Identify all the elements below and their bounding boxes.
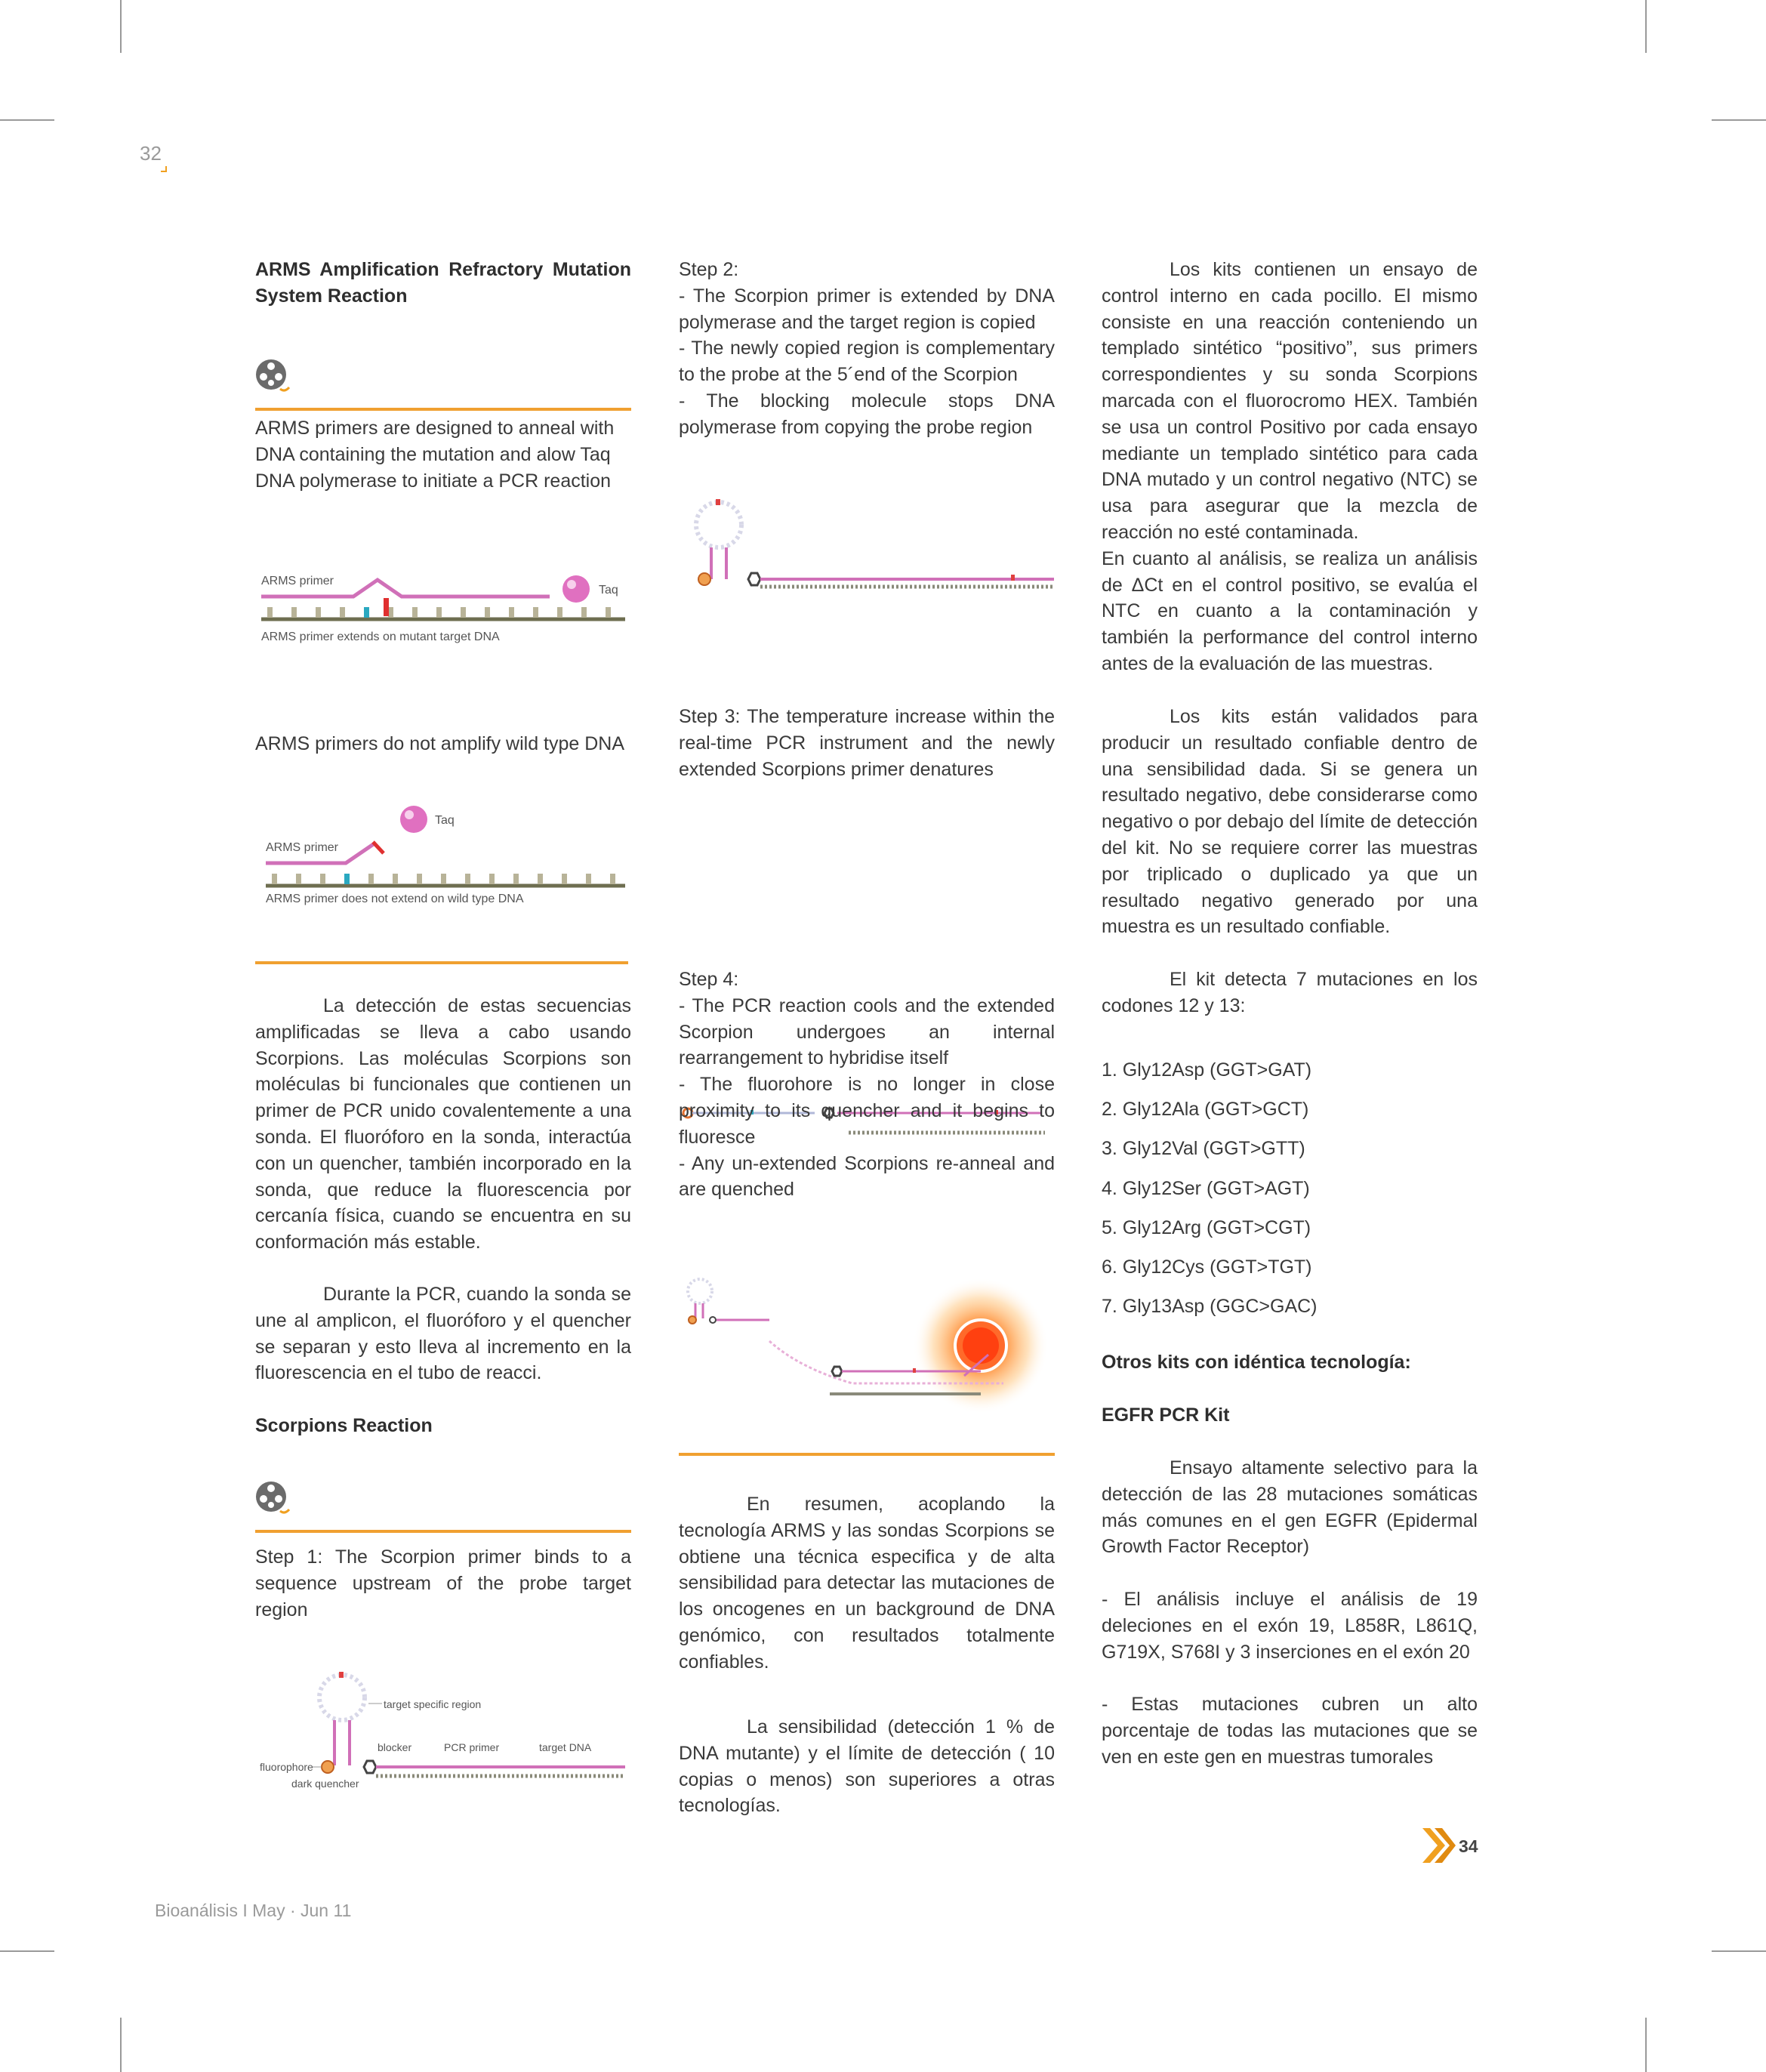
step4-line: - The fluorohore is no longer in close proximity to its quencher and it begins to fluoresce <box>679 1074 1055 1148</box>
para-alto-porcentaje: - Estas mutaciones cubren un alto porcentaje de todas las mutaciones que se ven en este gen en muestras tumorales <box>1102 1694 1478 1768</box>
list-item: 7. Gly13Asp (GGC>GAC) <box>1102 1296 1318 1318</box>
arms-intro: ARMS primers are designed to anneal with DNA containing the mutation and alow Taq DNA polymerase to initiate a PCR reaction <box>255 418 615 492</box>
mutation-list <box>1102 1057 1478 1333</box>
orange-divider <box>255 408 631 411</box>
list-item: 6. Gly12Cys (GGT>TGT) <box>1102 1256 1312 1278</box>
otros-kits-title: Otros kits con idéntica tecnología: <box>1102 1352 1411 1373</box>
para-resumen: En resumen, acoplando la tecnología ARMS y las sondas Scorpions se obtiene una técnica especifica y de alta sensibilidad para detectar las mutaciones de los oncogenes en un background de DNA genómico, con resultados totalmente confiables. <box>679 1494 1055 1673</box>
next-page-arrow-icon[interactable] <box>1422 1828 1456 1863</box>
para-kits: Los kits contienen un ensayo de control interno en cada pocillo. El mismo consiste en una reacción conteniendo un templado sintético “positivo”, sus primers correspondientes y su sonda Scorpions marcada con el fluorocromo HEX. También se usa un control Positivo por cada ensayo mediante un templado sintético para cada DNA mutado y un control negativo (NTC) se usa para asegurar que la mezcla de reacción no esté contaminada. <box>1102 259 1478 543</box>
fig1-caption: ARMS primer extends on mutant target DNA <box>261 631 500 643</box>
film-reel-icon <box>255 359 291 395</box>
egfr-kit-title: EGFR PCR Kit <box>1102 1404 1230 1426</box>
step4-line: - Any un-extended Scorpions re-anneal and are quenched <box>679 1152 1055 1201</box>
para-deteccion: La detección de estas secuencias amplificadas se lleva a cabo usando Scorpions. Las moléculas Scorpions son moléculas bi funcionales que contienen un primer de PCR unido covalentemente a una sonda. El fluoróforo en la sonda, interactúa con un quencher, también incorporado en la sonda, que reduce la fluorescencia por cercanía física, cuando se encuentra en su conformación más estable. <box>255 995 631 1253</box>
scorpion-step1-figure <box>255 1661 631 1790</box>
crop-mark-bottom-left-h <box>0 1950 54 1952</box>
step2-heading: Step 2: <box>679 259 739 280</box>
scorpion-step2-figure <box>679 487 1055 600</box>
fig2-primer-label: ARMS primer <box>266 841 339 854</box>
scorpion-step4-figure <box>679 1270 1055 1421</box>
step2-block <box>679 257 1055 441</box>
page-number: 32 <box>140 142 162 165</box>
step4-heading: Step 4: <box>679 969 739 990</box>
step1-text: Step 1: The Scorpion primer binds to a sequence upstream of the probe target region <box>255 1546 631 1620</box>
fig2-caption: ARMS primer does not extend on wild type DNA <box>266 893 524 905</box>
orange-divider <box>679 1453 1055 1456</box>
fig3-blocker: blocker <box>378 1741 412 1753</box>
fig1-primer-label: ARMS primer <box>261 575 334 587</box>
crop-mark-top-right-v <box>1645 0 1647 53</box>
crop-mark-top-right-h <box>1712 119 1766 121</box>
step2-line: - The newly copied region is complementary to the probe at the 5´end of the Scorpion <box>679 338 1055 386</box>
kits-block <box>1102 257 1478 677</box>
step4-block <box>679 967 1055 1203</box>
para-detecta: El kit detecta 7 mutaciones en los codones 12 y 13: <box>1102 969 1478 1016</box>
scorpions-title: Scorpions Reaction <box>255 1415 433 1436</box>
orange-divider <box>255 1530 631 1533</box>
fig3-target-dna: target DNA <box>539 1741 592 1753</box>
para-sensibilidad: La sensibilidad (detección 1 % de DNA mutante) y el límite de detección ( 10 copias o menos) son superiores a otras tecnologías. <box>679 1716 1055 1817</box>
step3-text: Step 3: The temperature increase within the real-time PCR instrument and the newly extended Scorpions primer denatures <box>679 706 1055 780</box>
arms-title: ARMS Amplification Refractory Mutation System Reaction <box>255 259 631 307</box>
orange-divider <box>255 961 628 964</box>
list-item: 2. Gly12Ala (GGT>GCT) <box>1102 1099 1309 1121</box>
crop-mark-bottom-right-h <box>1712 1950 1766 1952</box>
para-deleciones: - El análisis incluye el análisis de 19 deleciones en el exón 19, L858R, L861Q, G719X, S768I y 3 inserciones en el exón 20 <box>1102 1589 1478 1663</box>
crop-mark-top-left-h <box>0 119 54 121</box>
next-page-number[interactable]: 34 <box>1459 1836 1478 1856</box>
fig1-taq-label: Taq <box>599 584 618 597</box>
footer-publication: Bioanálisis I May · Jun 11 <box>155 1901 352 1920</box>
list-item: 3. Gly12Val (GGT>GTT) <box>1102 1138 1305 1160</box>
list-item: 4. Gly12Ser (GGT>AGT) <box>1102 1177 1310 1199</box>
arms-wildtype-figure <box>255 797 631 905</box>
fig3-fluorophore: fluorophore <box>260 1761 313 1773</box>
para-validados: Los kits están validados para producir un resultado confiable dentro de una sensibilidad dada. Si se genera un resultado negativo, debe considerarse como negativo o por debajo del límite de detección del kit. No se requiere correr las muestras por triplicado o duplicado ya que un resultado negativo generado por una muestra es un resultado confiable. <box>1102 706 1478 938</box>
fig2-taq-label: Taq <box>435 814 455 827</box>
step2-line: - The Scorpion primer is extended by DNA polymerase and the target region is copied <box>679 285 1055 333</box>
list-item: 5. Gly12Arg (GGT>CGT) <box>1102 1216 1311 1238</box>
arms-mutant-figure <box>255 565 631 648</box>
crop-mark-bottom-right-v <box>1645 2018 1647 2072</box>
crop-mark-bottom-left-v <box>120 2018 122 2072</box>
film-reel-icon <box>255 1481 291 1517</box>
wild-type-text: ARMS primers do not amplify wild type DNA <box>255 733 625 754</box>
step4-line: - The PCR reaction cools and the extended Scorpion undergoes an internal rearrangement to hybridise itself <box>679 994 1055 1069</box>
para-durante-pcr: Durante la PCR, cuando la sonda se une al amplicon, el fluoróforo y el quencher se separan y esto lleva al incremento en la fluorescencia en el tubo de reacci. <box>255 1284 631 1384</box>
fig3-dark-quencher: dark quencher <box>291 1778 359 1790</box>
crop-mark-top-left-v <box>120 0 122 53</box>
step2-line: - The blocking molecule stops DNA polymerase from copying the probe region <box>679 390 1055 438</box>
fig3-target-specific: target specific region <box>384 1698 482 1710</box>
fig3-pcr-primer: PCR primer <box>444 1741 500 1753</box>
para-analisis: En cuanto al análisis, se realiza un análisis de ΔCt en el control positivo, se evalúa el NTC en cuanto a la contaminación y también la performance del control interno antes de la evaluación de las muestras. <box>1102 547 1478 674</box>
list-item: 1. Gly12Asp (GGT>GAT) <box>1102 1059 1312 1081</box>
para-egfr: Ensayo altamente selectivo para la detección de las 28 mutaciones somáticas más comunes en el gen EGFR (Epidermal Growth Factor Receptor) <box>1102 1457 1478 1558</box>
